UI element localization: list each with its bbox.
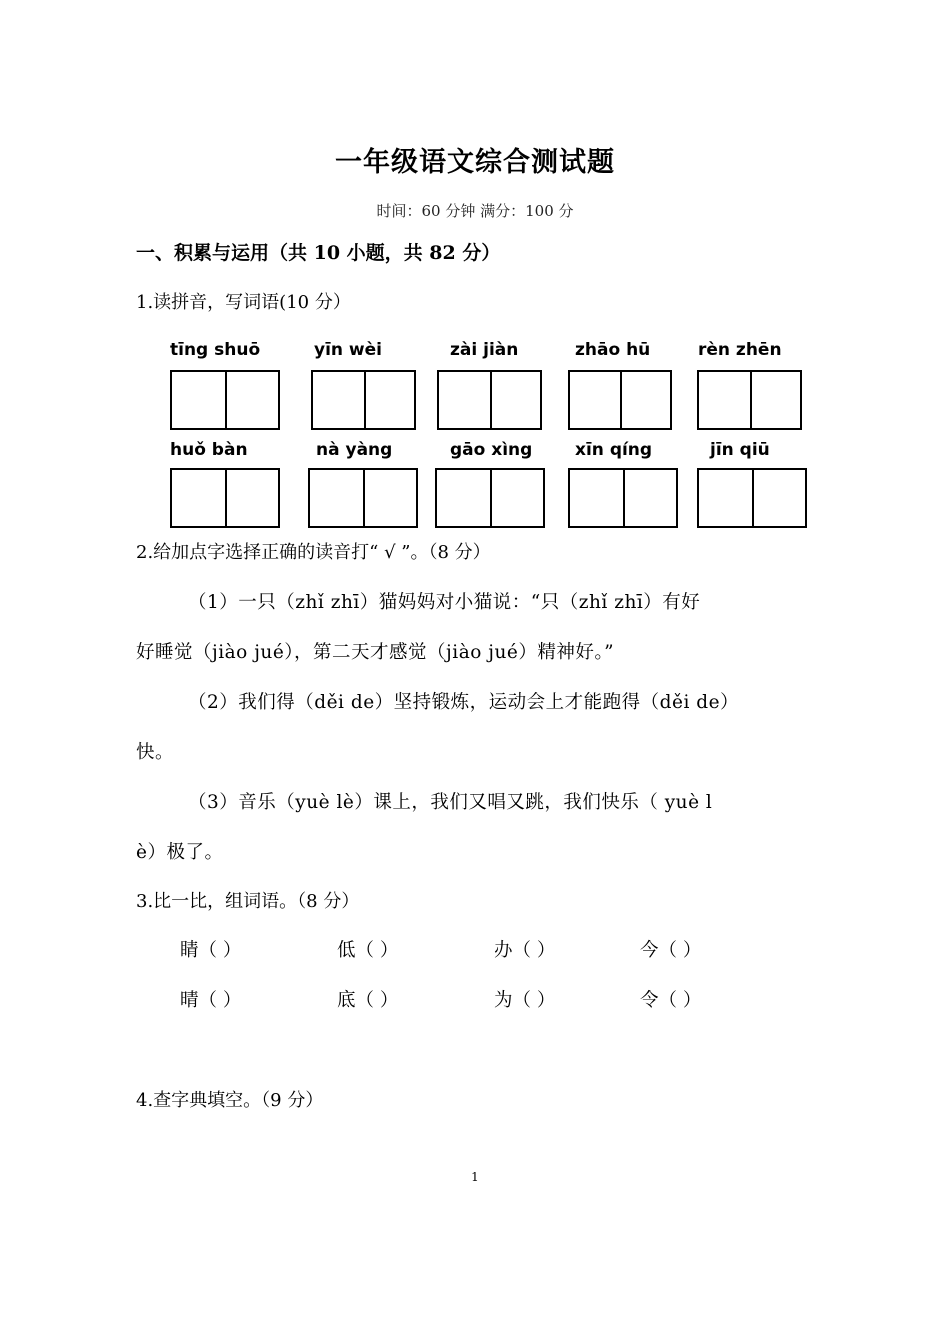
pinyin-label: yīn wèi [314, 340, 382, 360]
q2-line: （1）一只（zhǐ zhī）猫妈妈对小猫说：“只（zhǐ zhī）有好 [188, 592, 701, 613]
pinyin-label: gāo xìng [450, 440, 533, 460]
pinyin-label: zài jiàn [450, 340, 519, 360]
compare-item: 晴（ ） [180, 990, 242, 1011]
writing-box[interactable] [308, 468, 418, 528]
q3-heading: 3.比一比，组词语。（8 分） [136, 891, 360, 912]
q2-line: 好睡觉（jiào jué），第二天才感觉（jiào jué）精神好。” [136, 642, 615, 663]
compare-item: 令（ ） [640, 990, 702, 1011]
pinyin-label: nà yàng [316, 440, 393, 460]
q2-line: （2）我们得（děi de）坚持锻炼，运动会上才能跑得（děi de） [188, 692, 740, 713]
writing-box[interactable] [568, 370, 672, 430]
writing-box[interactable] [311, 370, 416, 430]
compare-item: 为（ ） [494, 990, 556, 1011]
writing-box[interactable] [170, 370, 280, 430]
q2-line: （3）音乐（yuè lè）课上，我们又唱又跳，我们快乐（ yuè l [188, 792, 713, 813]
compare-item: 低（ ） [337, 940, 399, 961]
page-title: 一年级语文综合测试题 [335, 147, 615, 178]
q2-line: è）极了。 [136, 842, 224, 863]
compare-item: 今（ ） [640, 940, 702, 961]
compare-item: 睛（ ） [180, 940, 242, 961]
pinyin-label: huǒ bàn [170, 440, 248, 460]
compare-item: 底（ ） [337, 990, 399, 1011]
pinyin-label: rèn zhēn [698, 340, 782, 360]
exam-info: 时间：60 分钟 满分：100 分 [376, 202, 574, 220]
writing-box[interactable] [568, 468, 678, 528]
q1-heading: 1.读拼音，写词语(10 分） [136, 292, 351, 313]
writing-box[interactable] [437, 370, 542, 430]
section-heading: 一、积累与运用（共 10 小题，共 82 分） [136, 242, 501, 264]
compare-item: 办（ ） [494, 940, 556, 961]
pinyin-label: xīn qíng [575, 440, 653, 460]
q2-heading: 2.给加点字选择正确的读音打“ √ ”。（8 分） [136, 542, 491, 563]
pinyin-label: tīng shuō [170, 340, 261, 360]
writing-box[interactable] [170, 468, 280, 528]
writing-box[interactable] [435, 468, 545, 528]
pinyin-label: jīn qiū [710, 440, 770, 460]
q4-heading: 4.查字典填空。（9 分） [136, 1090, 324, 1111]
page-number: 1 [471, 1170, 479, 1184]
writing-box[interactable] [697, 370, 802, 430]
writing-box[interactable] [697, 468, 807, 528]
pinyin-label: zhāo hū [575, 340, 651, 360]
q2-line: 快。 [136, 742, 175, 763]
